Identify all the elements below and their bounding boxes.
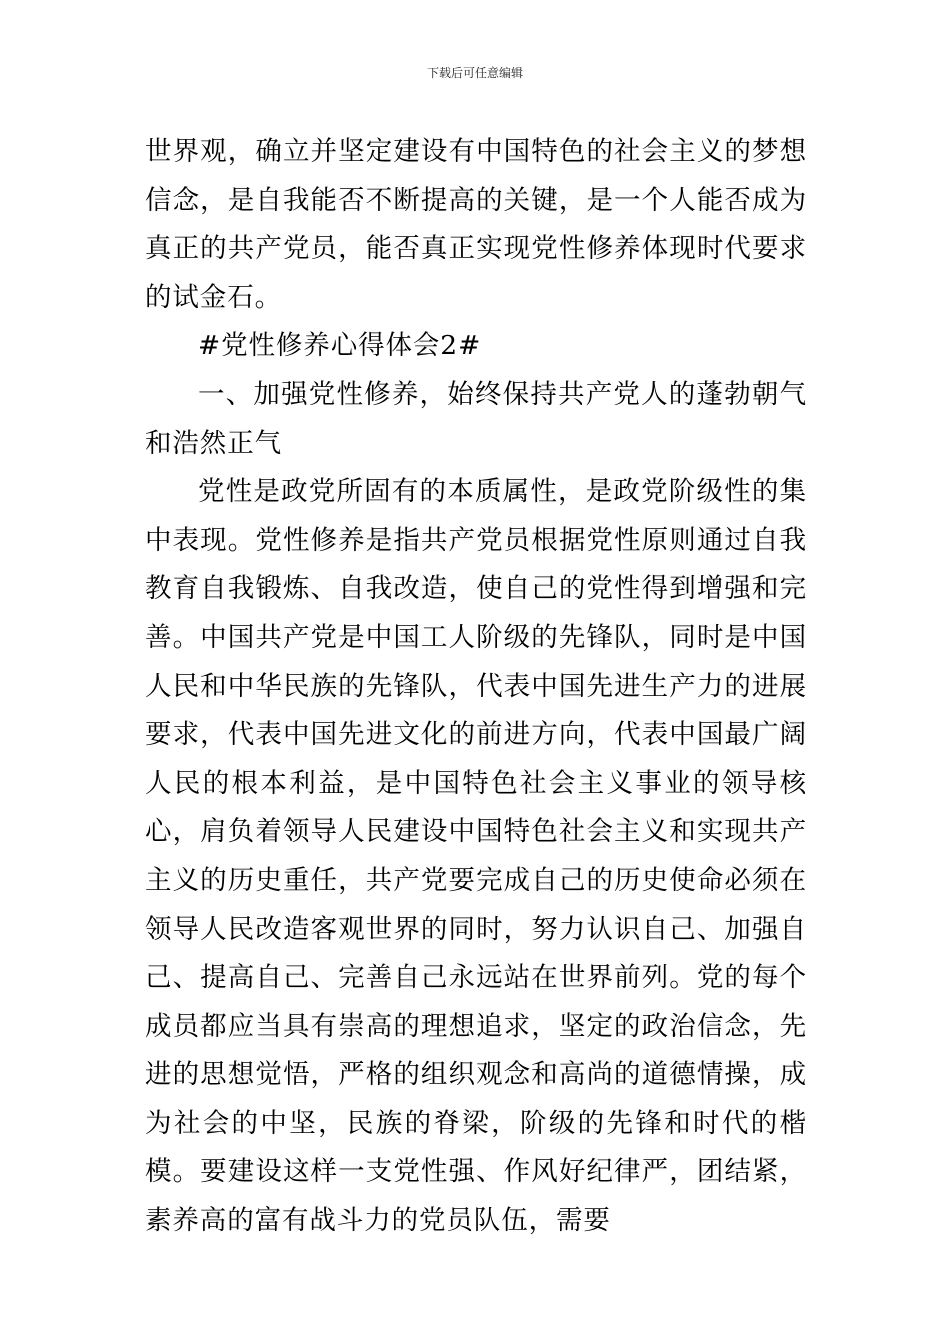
subsection-heading: 一、加强党性修养，始终保持共产党人的蓬勃朝气和浩然正气 (145, 378, 807, 459)
header-note: 下载后可任意编辑 (426, 66, 523, 80)
section-heading: #党性修养心得体会2# (198, 330, 482, 362)
paragraph-party-spirit: 党性是政党所固有的本质属性，是政党阶级性的集中表现。党性修养是指共产党员根据党性原则通过自我教育自我锻炼、自我改造，使自己的党性得到增强和完善。中国共产党是中国工人阶级的先锋队，同时是中国人民和中华民族的先锋队，代表中国先进生产力的进展要求，代表中国先进文化的前进方向，代表中国最广阔人民的根本利益，是中国特色社会主义事业的领导核心，肩负着领导人民建设中国特色社会主义和实现共产主义的历史重任，共产党要完成自己的历史使命必须在领导人民改造客观世界的同时，努力认识自己、加强自己、提高自己、完善自己永远站在世界前列。党的每个成员都应当具有崇高的理想追求，坚定的政治信念，先进的思想觉悟，严格的组织观念和高尚的道德情操，成为社会的中坚，民族的脊梁，阶级的先锋和时代的楷模。要建设这样一支党性强、作风好纪律严，团结紧，素养高的富有战斗力的党员队伍，需要 (145, 476, 807, 1237)
paragraph-continuation: 世界观，确立并坚定建设有中国特色的社会主义的梦想信念，是自我能否不断提高的关键，是一个人能否成为真正的共产党员，能否真正实现党性修养体现时代要求的试金石。 (145, 136, 807, 313)
document-body (145, 128, 807, 1246)
